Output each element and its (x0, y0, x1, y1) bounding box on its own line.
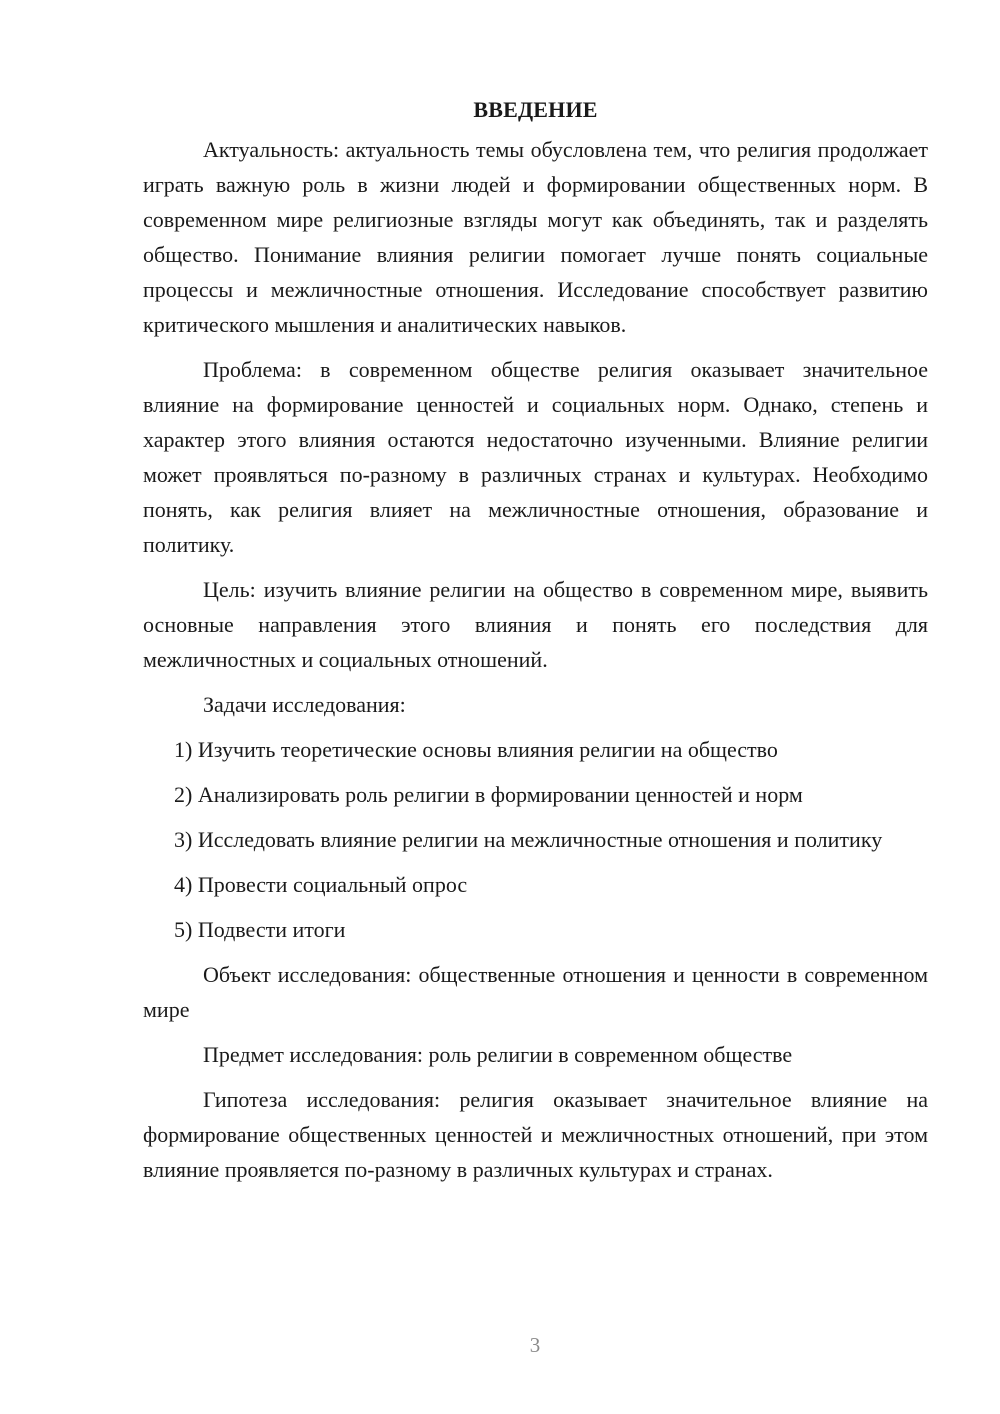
page-number: 3 (529, 1333, 541, 1357)
goal-paragraph: Цель: изучить влияние религии на общество в современном мире, выявить основные направления этого влияния и понять его последствия для межличностных и социальных отношений. (143, 577, 928, 672)
object-paragraph: Объект исследования: общественные отношения и ценности в современном мире (143, 962, 928, 1022)
tasks-title: Задачи исследования: (203, 692, 406, 717)
task-item-5: 5) Подвести итоги (174, 917, 346, 942)
document-page (143, 92, 928, 1197)
task-item-1: 1) Изучить теоретические основы влияния религии на общество (174, 737, 778, 762)
task-item-3: 3) Исследовать влияние религии на межличностные отношения и политику (174, 827, 883, 852)
problem-paragraph: Проблема: в современном обществе религия оказывает значительное влияние на формирование ценностей и социальных норм. Однако, степень и характер этого влияния остаются недостаточно изученными. Влияние религии может проявляться по-разному в различных странах и культурах. Необходимо понять, как религия влияет на межличностные отношения, образование и политику. (143, 357, 928, 557)
task-item-4: 4) Провести социальный опрос (174, 872, 468, 897)
hypothesis-paragraph: Гипотеза исследования: религия оказывает значительное влияние на формирование общественных ценностей и межличностных отношений, при этом влияние проявляется по-разному в различных культурах и странах. (143, 1087, 928, 1182)
page-title: ВВЕДЕНИЕ (473, 97, 598, 122)
task-item-2: 2) Анализировать роль религии в формировании ценностей и норм (174, 782, 803, 807)
subject-paragraph: Предмет исследования: роль религии в современном обществе (203, 1042, 793, 1067)
relevance-paragraph: Актуальность: актуальность темы обусловлена тем, что религия продолжает играть важную роль в жизни людей и формировании общественных норм. В современном мире религиозные взгляды могут как объединять, так и разделять общество. Понимание влияния религии помогает лучше понять социальные процессы и межличностные отношения. Исследование способствует развитию критического мышления и аналитических навыков. (143, 137, 928, 337)
